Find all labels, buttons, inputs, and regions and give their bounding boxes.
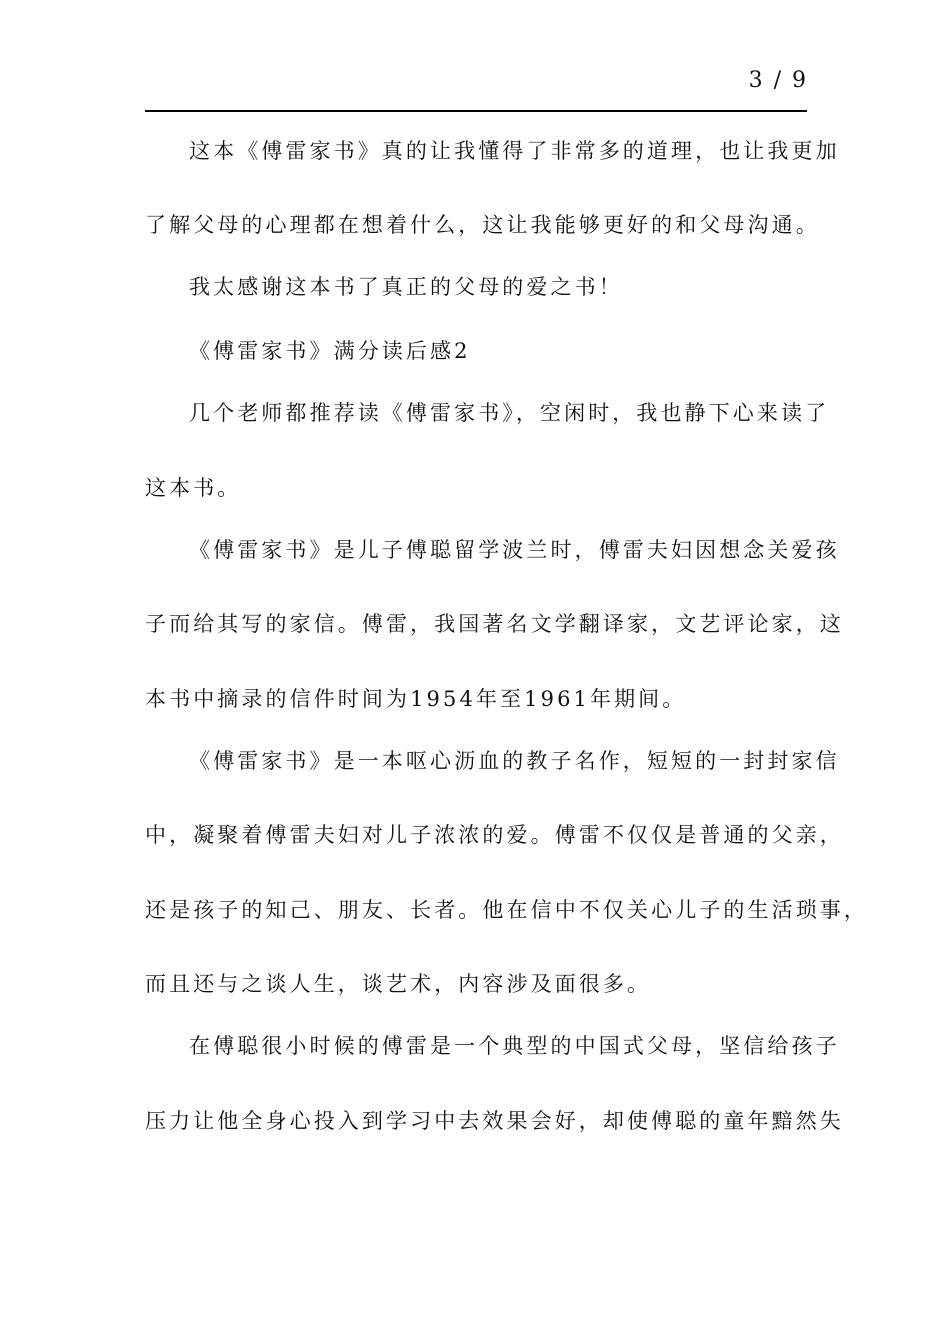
page-number: 3 / 9	[748, 68, 808, 93]
paragraph-line: 中，凝聚着傅雷夫妇对儿子浓浓的爱。傅雷不仅仅是普通的父亲，	[145, 823, 844, 847]
paragraph-line: 这本书。	[145, 476, 242, 500]
paragraph-line: 我太感谢这本书了真正的父母的爱之书！	[189, 275, 623, 299]
paragraph-line: 还是孩子的知己、朋友、长者。他在信中不仅关心儿子的生活琐事，	[145, 898, 868, 922]
paragraph-line: 本书中摘录的信件时间为1954年至1961年期间。	[145, 687, 687, 711]
paragraph-line: 《傅雷家书》是一本呕心沥血的教子名作，短短的一封封家信	[189, 749, 840, 773]
paragraph-line: 压力让他全身心投入到学习中去效果会好，却使傅聪的童年黯然失	[145, 1109, 844, 1133]
section-heading: 《傅雷家书》满分读后感2	[189, 339, 471, 363]
paragraph-line: 几个老师都推荐读《傅雷家书》，空闲时，我也静下心来读了	[189, 401, 830, 425]
paragraph-line: 而且还与之谈人生，谈艺术，内容涉及面很多。	[145, 972, 652, 996]
paragraph-line: 这本《傅雷家书》真的让我懂得了非常多的道理，也让我更加	[189, 139, 840, 163]
paragraph-line: 了解父母的心理都在想着什么，这让我能够更好的和父母沟通。	[145, 213, 820, 237]
paragraph-line: 在傅聪很小时候的傅雷是一个典型的中国式父母，坚信给孩子	[189, 1034, 840, 1058]
header-divider	[145, 110, 807, 112]
paragraph-line: 子而给其写的家信。傅雷，我国著名文学翻译家，文艺评论家，这	[145, 612, 844, 636]
paragraph-line: 《傅雷家书》是儿子傅聪留学波兰时，傅雷夫妇因想念关爱孩	[189, 538, 840, 562]
